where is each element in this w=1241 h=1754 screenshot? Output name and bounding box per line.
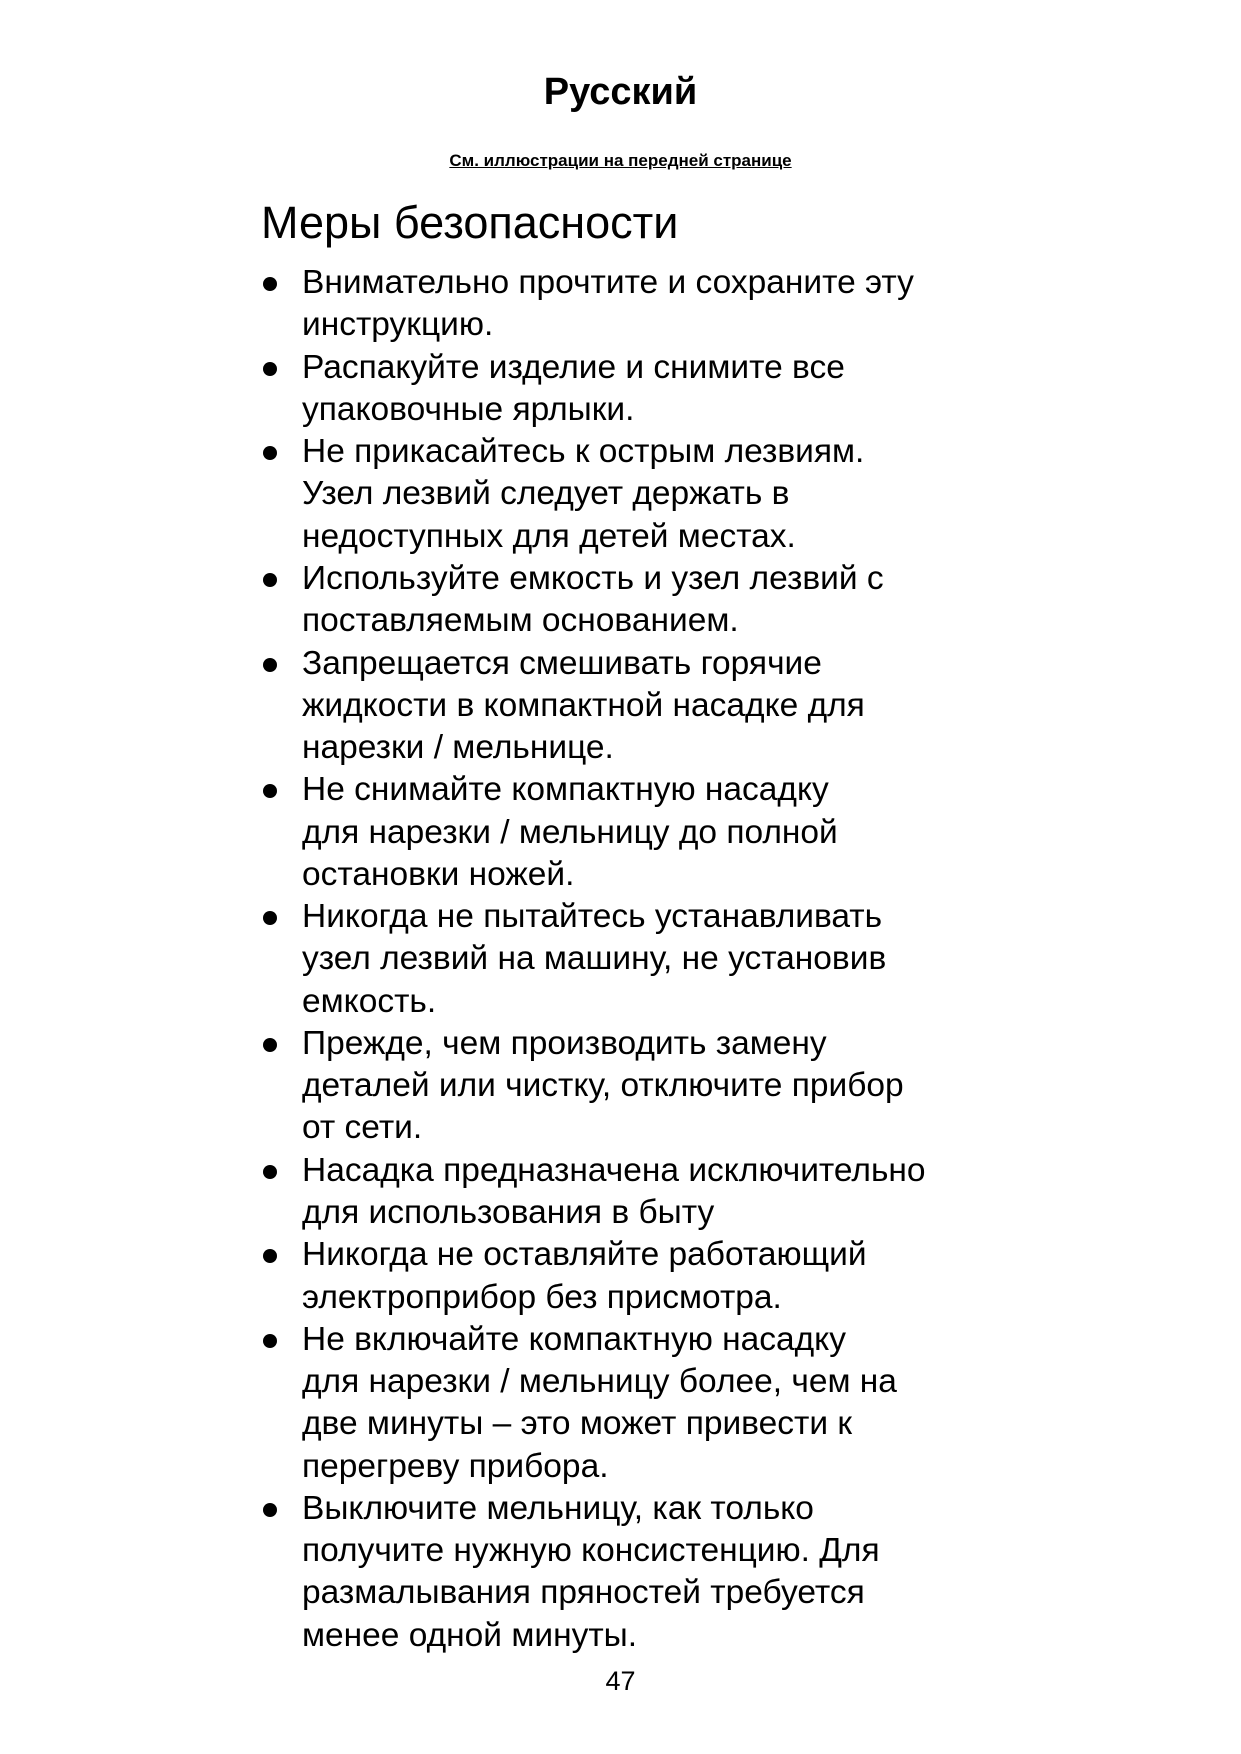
safety-instruction-line: от сети. — [302, 1109, 423, 1147]
safety-instruction-line: узел лезвий на машину, не установив — [302, 940, 887, 978]
safety-instruction-line: Запрещается смешивать горячие — [302, 644, 822, 682]
safety-instruction-item — [262, 1023, 1022, 1150]
bullet-icon — [263, 1038, 277, 1052]
safety-instruction-line: деталей или чистку, отключите прибор — [302, 1067, 904, 1105]
safety-instruction-line: Прежде, чем производить замену — [302, 1024, 827, 1062]
safety-instruction-line: перегреву прибора. — [302, 1447, 609, 1485]
safety-instruction-item — [262, 896, 1022, 1023]
illustration-note: См. иллюстрации на передней странице — [449, 151, 792, 170]
safety-instruction-line: поставляемым основанием. — [302, 602, 739, 640]
bullet-icon — [263, 784, 277, 798]
safety-instruction-line: электроприбор без присмотра. — [302, 1278, 782, 1316]
safety-instruction-line: жидкости в компактной насадке для — [302, 686, 865, 724]
safety-instruction-line: менее одной минуты. — [302, 1616, 638, 1654]
safety-instruction-item — [262, 262, 1022, 346]
bullet-icon — [263, 658, 277, 672]
safety-instruction-line: недоступных для детей местах. — [302, 517, 796, 555]
bullet-icon — [263, 1249, 277, 1263]
safety-instruction-line: для использования в быту — [302, 1193, 715, 1231]
safety-instructions-list — [262, 262, 1022, 1657]
safety-instruction-line: упаковочные ярлыки. — [302, 390, 635, 428]
safety-instruction-item — [262, 431, 1022, 558]
safety-instruction-item — [262, 1150, 1022, 1234]
page-number: 47 — [605, 1666, 636, 1696]
safety-instruction-line: Никогда не пытайтесь устанавливать — [302, 898, 883, 936]
safety-instruction-item — [262, 1319, 1022, 1488]
safety-instruction-item — [262, 1488, 1022, 1657]
section-title: Меры безопасности — [261, 197, 679, 248]
bullet-icon — [263, 1503, 277, 1517]
bullet-icon — [263, 362, 277, 376]
bullet-icon — [263, 1165, 277, 1179]
safety-instruction-line: Распакуйте изделие и снимите все — [302, 348, 845, 386]
safety-instruction-line: две минуты – это может привести к — [302, 1405, 853, 1443]
safety-instruction-line: остановки ножей. — [302, 855, 575, 893]
safety-instruction-line: Не снимайте компактную насадку — [302, 771, 829, 809]
safety-instruction-line: размалывания пряностей требуется — [302, 1574, 865, 1612]
safety-instruction-item — [262, 558, 1022, 642]
safety-instruction-item — [262, 1234, 1022, 1318]
bullet-icon — [263, 446, 277, 460]
safety-instruction-line: нарезки / мельнице. — [302, 728, 614, 766]
safety-instruction-line: Насадка предназначена исключительно — [302, 1151, 926, 1189]
bullet-icon — [263, 911, 277, 925]
safety-instruction-line: Используйте емкость и узел лезвий с — [302, 559, 884, 597]
bullet-icon — [263, 277, 277, 291]
safety-instruction-line: Выключите мельницу, как только — [302, 1489, 814, 1527]
safety-instruction-line: получите нужную консистенцию. Для — [302, 1532, 880, 1570]
safety-instruction-item — [262, 643, 1022, 770]
safety-instruction-item — [262, 347, 1022, 431]
bullet-icon — [263, 1334, 277, 1348]
safety-instruction-item — [262, 769, 1022, 896]
safety-instruction-line: Не прикасайтесь к острым лезвиям. — [302, 433, 865, 471]
safety-instruction-line: Узел лезвий следует держать в — [302, 475, 790, 513]
safety-instruction-line: Не включайте компактную насадку — [302, 1320, 846, 1358]
safety-instruction-line: Никогда не оставляйте работающий — [302, 1236, 867, 1274]
safety-instruction-line: Внимательно прочтите и сохраните эту — [302, 264, 914, 301]
safety-instruction-line: инструкцию. — [302, 306, 494, 344]
safety-instruction-line: для нарезки / мельницу более, чем на — [302, 1363, 897, 1401]
page-language-header: Русский — [543, 71, 698, 113]
safety-instruction-line: для нарезки / мельницу до полной — [302, 813, 838, 851]
bullet-icon — [263, 573, 277, 587]
safety-instruction-line: емкость. — [302, 982, 437, 1020]
